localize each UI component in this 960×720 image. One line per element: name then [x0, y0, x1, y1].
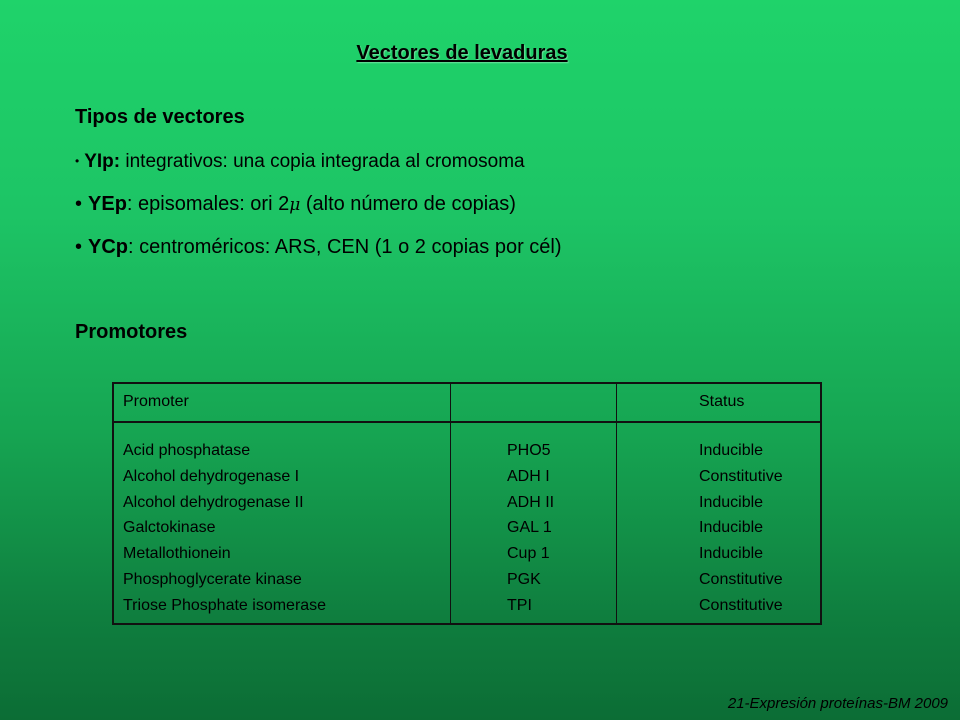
cell-status: Constitutive	[699, 570, 783, 588]
cell-gene: GAL 1	[507, 519, 552, 537]
promoters-heading: Promotores	[75, 321, 188, 343]
cell-promoter: Acid phosphatase	[123, 442, 251, 459]
desc-ycp: : centroméricos: ARS, CEN (1 o 2 copias por cél)	[128, 236, 562, 258]
cell-promoter: Alcohol dehydrogenase I	[123, 467, 300, 485]
cell-status: Inducible	[699, 442, 764, 459]
list-item-ycp	[75, 232, 562, 275]
table-row	[114, 545, 820, 571]
cell-gene: ADH II	[507, 493, 555, 511]
cell-status: Inducible	[699, 545, 764, 563]
cell-promoter: Galctokinase	[123, 519, 216, 537]
bullet-icon: •	[75, 193, 83, 215]
desc-yep-after: (alto número de copias)	[300, 193, 516, 215]
desc-yep-before: : episomales: ori 2	[126, 193, 290, 215]
table-row	[114, 519, 820, 545]
cell-promoter: Triose Phosphate isomerase	[123, 596, 327, 614]
cell-status: Inducible	[699, 493, 764, 511]
cell-status: Inducible	[699, 519, 764, 537]
cell-status: Constitutive	[699, 467, 783, 485]
list-item-yip	[75, 146, 562, 189]
cell-promoter: Metallothionein	[123, 545, 231, 563]
cell-gene: PHO5	[507, 442, 551, 459]
promoter-table	[112, 382, 822, 625]
table-body	[114, 442, 820, 623]
cell-gene: ADH I	[507, 467, 550, 485]
desc-yip: integrativos: una copia integrada al cromosoma	[120, 151, 525, 172]
header-status: Status	[699, 393, 745, 410]
table-row	[114, 468, 820, 494]
cell-gene: PGK	[507, 570, 541, 588]
cell-promoter: Phosphoglycerate kinase	[123, 570, 302, 588]
table-row	[114, 442, 820, 468]
cell-gene: TPI	[507, 596, 532, 614]
bullet-icon: •	[75, 154, 80, 168]
table-row	[114, 597, 820, 623]
term-yep: YEp	[88, 193, 127, 215]
slide-footer: 21-Expresión proteínas-BM 2009	[727, 695, 948, 712]
bullet-icon: •	[75, 236, 83, 258]
list-item-yep	[75, 189, 562, 232]
mu-symbol: μ	[289, 195, 301, 215]
term-ycp: YCp	[88, 236, 129, 258]
slide-title: Vectores de levaduras	[356, 42, 568, 64]
types-heading: Tipos de vectores	[75, 106, 245, 128]
table-row	[114, 571, 820, 597]
cell-gene: Cup 1	[507, 545, 550, 563]
header-promoter: Promoter	[123, 393, 189, 410]
header-divider	[114, 421, 820, 423]
cell-status: Constitutive	[699, 596, 783, 614]
term-yip: YIp:	[84, 151, 121, 172]
table-row	[114, 494, 820, 520]
cell-promoter: Alcohol dehydrogenase II	[123, 493, 304, 511]
vector-types-list	[75, 146, 562, 275]
